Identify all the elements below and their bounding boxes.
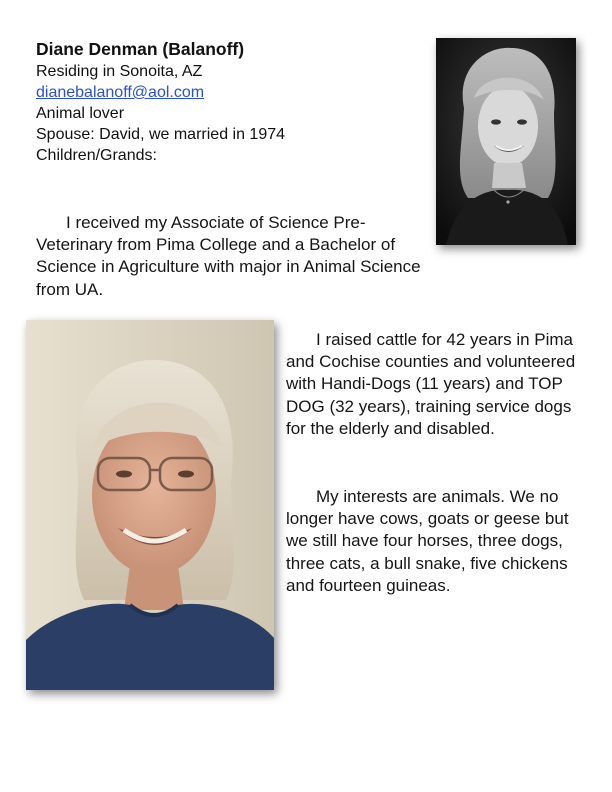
children-line: Children/Grands:: [36, 147, 157, 164]
career-paragraph: [286, 329, 586, 440]
interests-text: My interests are animals. We no longer have cows, goats or geese but we still have four horses, three dogs, three cats, a bull snake, five chickens and fourteen guineas.: [286, 487, 569, 595]
education-text: I received my Associate of Science Pre-Veterinary from Pima College and a Bachelor of Science in Agriculture with major in Animal Science from UA.: [36, 213, 421, 299]
career-text: I raised cattle for 42 years in Pima and Cochise counties and volunteered with Handi-Dogs (11 years) and TOP DOG (32 years), training service dogs for the elderly and disabled.: [286, 330, 576, 438]
descriptor-line: Animal lover: [36, 105, 125, 122]
yearbook-portrait-image: [436, 38, 576, 245]
yearbook-photo: [436, 38, 576, 245]
profile-header: [36, 38, 426, 166]
spouse-line: Spouse: David, we married in 1974: [36, 126, 286, 143]
education-paragraph: [36, 212, 428, 301]
person-name: Diane Denman (Balanoff): [36, 39, 245, 59]
residence-line: Residing in Sonoita, AZ: [36, 63, 203, 80]
recent-portrait-image: [26, 320, 274, 690]
email-link[interactable]: dianebalanoff@aol.com: [36, 84, 205, 101]
interests-paragraph: [286, 486, 586, 597]
recent-photo: [26, 320, 274, 690]
